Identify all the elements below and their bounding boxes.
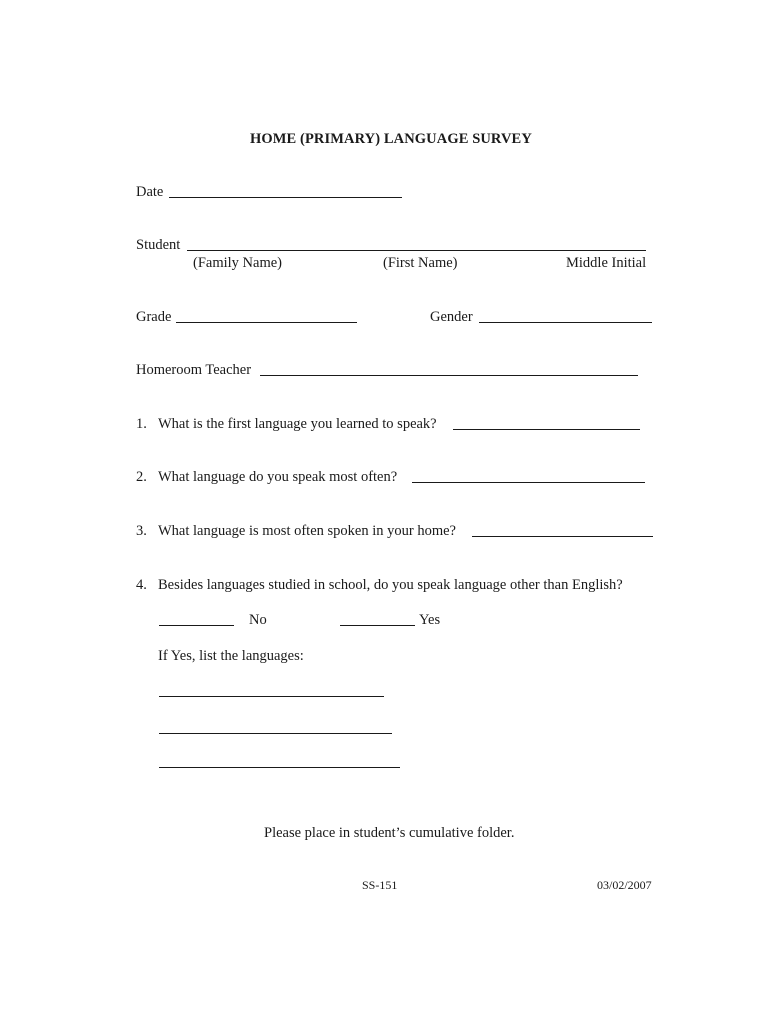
gender-field[interactable] xyxy=(479,322,652,323)
first-name-caption: (First Name) xyxy=(383,255,458,271)
gender-label: Gender xyxy=(430,309,473,325)
grade-field[interactable] xyxy=(176,322,357,323)
family-name-caption: (Family Name) xyxy=(193,255,282,271)
question-4-text: Besides languages studied in school, do you speak language other than English? xyxy=(158,577,623,593)
language-line-3[interactable] xyxy=(159,767,400,768)
language-line-1[interactable] xyxy=(159,696,384,697)
yes-checkbox-line[interactable] xyxy=(340,625,415,626)
question-3-text: What language is most often spoken in your home? xyxy=(158,523,456,539)
question-number: 1. xyxy=(136,416,147,432)
grade-label: Grade xyxy=(136,309,172,325)
no-checkbox-line[interactable] xyxy=(159,625,234,626)
date-field[interactable] xyxy=(169,197,402,198)
question-1-text: What is the first language you learned to speak? xyxy=(158,416,437,432)
form-code: SS-151 xyxy=(362,878,398,892)
question-number: 3. xyxy=(136,523,147,539)
homeroom-teacher-field[interactable] xyxy=(260,375,638,376)
if-yes-label: If Yes, list the languages: xyxy=(158,648,304,664)
question-2-text: What language do you speak most often? xyxy=(158,469,398,485)
question-number: 4. xyxy=(136,577,147,593)
middle-initial-caption: Middle Initial xyxy=(566,255,647,271)
language-line-2[interactable] xyxy=(159,733,392,734)
no-label: No xyxy=(249,612,267,628)
student-label: Student xyxy=(136,237,181,253)
question-number: 2. xyxy=(136,469,147,485)
footer-instruction: Please place in student’s cumulative folder. xyxy=(264,825,515,841)
student-name-field[interactable] xyxy=(187,250,646,251)
homeroom-teacher-label: Homeroom Teacher xyxy=(136,362,252,378)
question-1-answer-field[interactable] xyxy=(453,429,640,430)
page-title: HOME (PRIMARY) LANGUAGE SURVEY xyxy=(250,131,532,147)
question-2-answer-field[interactable] xyxy=(412,482,645,483)
date-label: Date xyxy=(136,184,164,200)
form-date: 03/02/2007 xyxy=(597,878,652,892)
yes-label: Yes xyxy=(419,612,441,628)
question-3-answer-field[interactable] xyxy=(472,536,653,537)
